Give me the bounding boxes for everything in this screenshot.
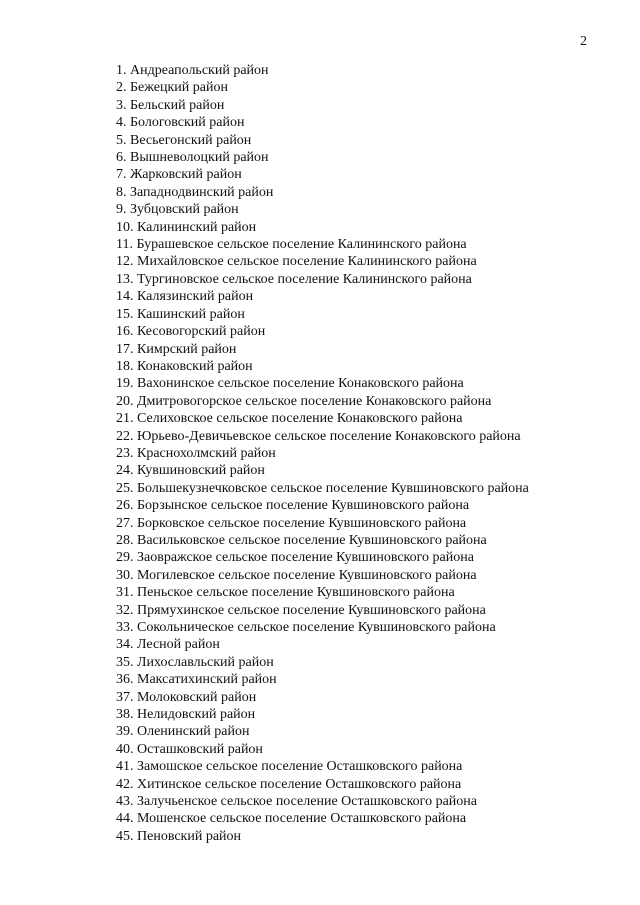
list-item: 22. Юрьево-Девичьевское сельское поселение Конаковского района [116,428,521,444]
list-item: 21. Селиховское сельское поселение Конаковского района [116,411,463,427]
list-item: 12. Михайловское сельское поселение Калининского района [116,254,477,270]
list-item: 34. Лесной район [116,637,220,653]
list-item: 20. Дмитровогорское сельское поселение Конаковского района [116,393,492,409]
list-item: 17. Кимрский район [116,341,237,357]
list-item: 25. Большекузнечковское сельское поселение Кувшиновского района [116,480,529,496]
entries-list [116,62,529,845]
list-item: 7. Жарковский район [116,167,242,183]
list-item: 18. Конаковский район [116,358,253,374]
list-item: 31. Пеньское сельское поселение Кувшиновского района [116,585,455,601]
list-item: 41. Замошское сельское поселение Осташковского района [116,759,463,775]
list-item: 15. Кашинский район [116,306,245,322]
list-item: 5. Весьегонский район [116,132,252,148]
page-number: 2 [580,34,587,49]
list-item: 9. Зубцовский район [116,202,239,218]
list-item: 32. Прямухинское сельское поселение Кувшиновского района [116,602,486,618]
list-item: 33. Сокольническое сельское поселение Кувшиновского района [116,620,496,635]
list-item: 42. Хитинское сельское поселение Осташковского района [116,776,462,792]
list-item: 14. Калязинский район [116,289,254,305]
list-item: 35. Лихославльский район [116,654,274,670]
list-item: 43. Залучьенское сельское поселение Осташковского района [116,794,477,810]
list-item: 11. Бурашевское сельское поселение Калининского района [116,237,467,253]
list-item: 37. Молоковский район [116,689,257,705]
list-item: 3. Бельский район [116,97,225,113]
list-item: 4. Бологовский район [116,115,245,131]
list-item: 8. Западнодвинский район [116,184,274,200]
list-item: 44. Мошенское сельское поселение Осташковского района [116,811,467,827]
list-item: 29. Заовражское сельское поселение Кувшиновского района [116,550,474,566]
list-item: 19. Вахонинское сельское поселение Конаковского района [116,376,464,392]
list-item: 26. Борзынское сельское поселение Кувшиновского района [116,498,470,514]
list-item: 6. Вышневолоцкий район [116,150,269,166]
list-item: 23. Краснохолмский район [116,445,276,461]
list-item: 36. Максатихинский район [116,672,277,688]
list-item: 13. Тургиновское сельское поселение Калининского района [116,271,472,287]
list-item: 2. Бежецкий район [116,80,228,96]
list-item: 40. Осташковский район [116,741,263,757]
list-item: 1. Андреапольский район [116,63,269,78]
list-item: 16. Кесовогорский район [116,324,266,340]
list-item: 45. Пеновский район [116,828,242,844]
list-item: 27. Борковское сельское поселение Кувшиновского района [116,515,467,531]
list-item: 10. Калининский район [116,219,257,235]
list-item: 38. Нелидовский район [116,707,256,723]
list-item: 39. Оленинский район [116,724,250,740]
list-item: 30. Могилевское сельское поселение Кувшиновского района [116,567,477,583]
list-item: 28. Васильковское сельское поселение Кувшиновского района [116,532,487,548]
list-item: 24. Кувшиновский район [116,463,265,479]
